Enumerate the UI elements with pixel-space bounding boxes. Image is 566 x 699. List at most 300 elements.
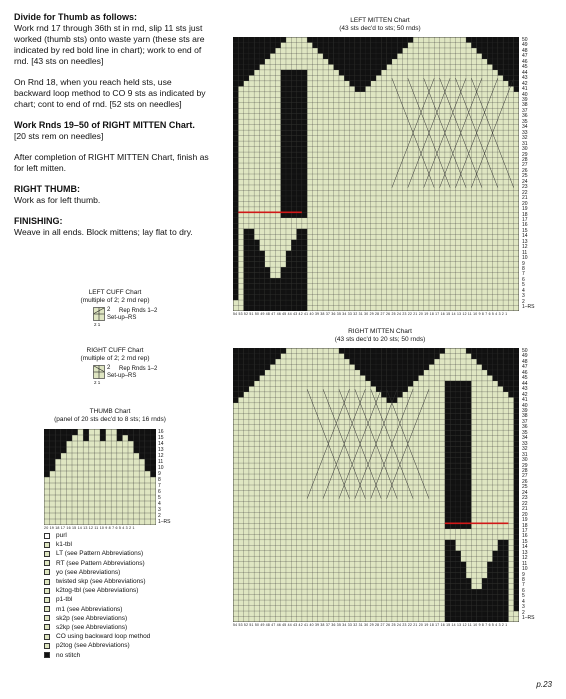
no-stitch-cell [66, 429, 72, 435]
no-stitch-cell [397, 348, 402, 354]
no-stitch-cell [291, 278, 296, 284]
no-stitch-cell [339, 64, 344, 70]
legend-label: p1-tbl [56, 596, 73, 604]
no-stitch-cell [445, 611, 450, 617]
no-stitch-cell [514, 485, 519, 491]
no-stitch-cell [461, 578, 466, 584]
no-stitch-cell [249, 48, 254, 54]
no-stitch-cell [286, 86, 291, 92]
no-stitch-cell [233, 141, 238, 147]
no-stitch-cell [350, 70, 355, 76]
no-stitch-cell [434, 353, 439, 359]
no-stitch-cell [493, 578, 498, 584]
no-stitch-cell [302, 103, 307, 109]
no-stitch-cell [445, 567, 450, 573]
no-stitch-cell [376, 70, 381, 76]
no-stitch-cell [508, 392, 513, 398]
legend-label: s2kp (see Abbreviations) [56, 623, 128, 631]
no-stitch-cell [355, 359, 360, 365]
no-stitch-cell [450, 501, 455, 507]
no-stitch-cell [302, 295, 307, 301]
no-stitch-cell [360, 48, 365, 54]
no-stitch-cell [455, 408, 460, 414]
no-stitch-cell [291, 201, 296, 207]
no-stitch-cell [381, 375, 386, 381]
no-stitch-cell [233, 147, 238, 153]
no-stitch-cell [302, 70, 307, 76]
no-stitch-cell [297, 92, 302, 98]
no-stitch-cell [445, 452, 450, 458]
no-stitch-cell [291, 86, 296, 92]
no-stitch-cell [514, 359, 519, 365]
legend-item [44, 559, 224, 568]
no-stitch-cell [233, 64, 238, 70]
no-stitch-cell [461, 480, 466, 486]
no-stitch-cell [270, 37, 275, 43]
no-stitch-cell [493, 589, 498, 595]
no-stitch-cell [424, 348, 429, 354]
no-stitch-cell [487, 600, 492, 606]
no-stitch-cell [461, 458, 466, 464]
no-stitch-cell [339, 59, 344, 65]
no-stitch-cell [249, 359, 254, 365]
no-stitch-cell [233, 251, 238, 257]
legend-label: sk2p (see Abbreviations) [56, 614, 128, 622]
no-stitch-cell [450, 611, 455, 617]
no-stitch-cell [244, 53, 249, 59]
no-stitch-cell [150, 429, 156, 435]
row-number: 34 [522, 435, 528, 442]
no-stitch-cell [402, 359, 407, 365]
legend-item [44, 595, 224, 604]
row-number: 39 [522, 407, 528, 414]
no-stitch-cell [265, 348, 270, 354]
no-stitch-cell [355, 348, 360, 354]
left-mitten-title: LEFT MITTEN Chart [350, 17, 410, 24]
no-stitch-cell [339, 42, 344, 48]
no-stitch-cell [350, 353, 355, 359]
no-stitch-cell [387, 37, 392, 43]
no-stitch-cell [466, 578, 471, 584]
no-stitch-cell [461, 381, 466, 387]
no-stitch-cell [418, 364, 423, 370]
no-stitch-cell [302, 278, 307, 284]
no-stitch-cell [249, 370, 254, 376]
no-stitch-cell [270, 289, 275, 295]
no-stitch-cell [233, 179, 238, 185]
no-stitch-cell [450, 584, 455, 590]
no-stitch-cell [281, 97, 286, 103]
no-stitch-cell [291, 245, 296, 251]
no-stitch-cell [270, 278, 275, 284]
no-stitch-cell [302, 169, 307, 175]
no-stitch-cell [281, 125, 286, 131]
thumb-col-numbers: 20 19 18 17 16 15 14 13 12 11 10 9 8 7 6 5 4 3 2 1 [44, 526, 135, 530]
no-stitch-cell [466, 584, 471, 590]
no-stitch-cell [233, 130, 238, 136]
no-stitch-cell [450, 485, 455, 491]
no-stitch-cell [259, 364, 264, 370]
no-stitch-cell [360, 75, 365, 81]
no-stitch-cell [498, 545, 503, 551]
no-stitch-cell [498, 606, 503, 612]
no-stitch-cell [392, 348, 397, 354]
no-stitch-cell [145, 429, 151, 435]
no-stitch-cell [466, 606, 471, 612]
no-stitch-cell [471, 595, 476, 601]
no-stitch-cell [445, 507, 450, 513]
no-stitch-cell [477, 42, 482, 48]
no-stitch-cell [514, 501, 519, 507]
row-number: 7 [522, 271, 525, 278]
no-stitch-cell [397, 386, 402, 392]
no-stitch-cell [381, 381, 386, 387]
no-stitch-cell [514, 523, 519, 529]
no-stitch-cell [381, 386, 386, 392]
no-stitch-cell [503, 556, 508, 562]
no-stitch-cell [134, 435, 140, 441]
no-stitch-cell [445, 447, 450, 453]
no-stitch-cell [244, 70, 249, 76]
no-stitch-cell [514, 534, 519, 540]
no-stitch-cell [418, 359, 423, 365]
no-stitch-cell [297, 158, 302, 164]
no-stitch-cell [233, 392, 238, 398]
no-stitch-cell [455, 523, 460, 529]
row-number: 39 [522, 96, 528, 103]
no-stitch-cell [238, 364, 243, 370]
no-stitch-cell [233, 201, 238, 207]
work-body: [20 sts rem on needles] [14, 131, 104, 141]
no-stitch-cell [291, 70, 296, 76]
no-stitch-cell [514, 425, 519, 431]
no-stitch-cell [233, 158, 238, 164]
no-stitch-cell [455, 447, 460, 453]
legend-symbol-icon [44, 551, 50, 557]
no-stitch-cell [371, 37, 376, 43]
no-stitch-cell [365, 42, 370, 48]
row-number: 15 [522, 227, 528, 234]
no-stitch-cell [466, 490, 471, 496]
no-stitch-cell [254, 306, 259, 311]
no-stitch-cell [302, 108, 307, 114]
no-stitch-cell [249, 273, 254, 279]
no-stitch-cell [244, 240, 249, 246]
no-stitch-cell [291, 212, 296, 218]
no-stitch-cell [371, 370, 376, 376]
no-stitch-cell [487, 42, 492, 48]
no-stitch-cell [471, 611, 476, 617]
no-stitch-cell [286, 130, 291, 136]
no-stitch-cell [450, 606, 455, 612]
no-stitch-cell [397, 364, 402, 370]
no-stitch-cell [514, 463, 519, 469]
no-stitch-cell [270, 300, 275, 306]
no-stitch-cell [381, 348, 386, 354]
no-stitch-cell [270, 348, 275, 354]
no-stitch-cell [360, 364, 365, 370]
no-stitch-cell [498, 37, 503, 43]
no-stitch-cell [233, 196, 238, 202]
no-stitch-cell [397, 48, 402, 54]
no-stitch-cell [455, 392, 460, 398]
row-number: 24 [522, 489, 528, 496]
no-stitch-cell [450, 496, 455, 502]
no-stitch-cell [297, 125, 302, 131]
no-stitch-cell [381, 48, 386, 54]
no-stitch-cell [461, 403, 466, 409]
no-stitch-cell [508, 59, 513, 65]
no-stitch-cell [466, 595, 471, 601]
no-stitch-cell [450, 562, 455, 568]
no-stitch-cell [461, 469, 466, 475]
no-stitch-cell [50, 459, 56, 465]
no-stitch-cell [281, 201, 286, 207]
no-stitch-cell [514, 59, 519, 65]
no-stitch-cell [286, 212, 291, 218]
no-stitch-cell [514, 403, 519, 409]
no-stitch-cell [281, 103, 286, 109]
no-stitch-cell [450, 397, 455, 403]
no-stitch-cell [371, 348, 376, 354]
no-stitch-cell [233, 397, 238, 403]
no-stitch-cell [244, 273, 249, 279]
no-stitch-cell [334, 48, 339, 54]
no-stitch-cell [397, 37, 402, 43]
legend-symbol-icon [44, 542, 50, 548]
no-stitch-cell [514, 42, 519, 48]
no-stitch-cell [461, 397, 466, 403]
row-number: 15 [158, 435, 164, 441]
no-stitch-cell [455, 463, 460, 469]
no-stitch-cell [328, 37, 333, 43]
row-number: 42 [522, 391, 528, 398]
no-stitch-cell [498, 617, 503, 622]
no-stitch-cell [493, 556, 498, 562]
no-stitch-cell [503, 573, 508, 579]
no-stitch-cell [281, 158, 286, 164]
no-stitch-cell [482, 53, 487, 59]
no-stitch-cell [254, 295, 259, 301]
no-stitch-cell [244, 289, 249, 295]
no-stitch-cell [466, 523, 471, 529]
no-stitch-cell [55, 441, 61, 447]
no-stitch-cell [233, 169, 238, 175]
right-cuff-rep-label: Rep Rnds 1–2 [119, 366, 158, 372]
no-stitch-cell [286, 196, 291, 202]
divide-heading: Divide for Thumb as follows: [14, 12, 138, 22]
stitch-legend [44, 531, 224, 660]
no-stitch-cell [387, 381, 392, 387]
no-stitch-cell [150, 459, 156, 465]
legend-symbol-icon [44, 569, 50, 575]
rnd18-body: On Rnd 18, when you reach held sts, use backward loop method to CO 9 sts as indicated by chart; cont to end of rnd. [52 sts on needles] [14, 77, 206, 109]
no-stitch-cell [482, 48, 487, 54]
left-cuff-cols: 2 1 [94, 322, 101, 327]
no-stitch-cell [365, 59, 370, 65]
row-number: 31 [522, 451, 528, 458]
legend-symbol-icon [44, 606, 50, 612]
row-number: 14 [158, 441, 164, 447]
row-number: 40 [522, 402, 528, 409]
no-stitch-cell [302, 190, 307, 196]
no-stitch-cell [291, 174, 296, 180]
no-stitch-cell [445, 458, 450, 464]
row-number: 12 [158, 453, 164, 459]
no-stitch-cell [408, 381, 413, 387]
no-stitch-cell [259, 306, 264, 311]
row-number: 18 [522, 522, 528, 529]
no-stitch-cell [55, 447, 61, 453]
no-stitch-cell [83, 435, 89, 441]
no-stitch-cell [387, 53, 392, 59]
no-stitch-cell [249, 375, 254, 381]
no-stitch-cell [291, 130, 296, 136]
no-stitch-cell [150, 435, 156, 441]
no-stitch-cell [514, 353, 519, 359]
no-stitch-cell [365, 70, 370, 76]
no-stitch-cell [44, 471, 50, 477]
no-stitch-cell [344, 75, 349, 81]
no-stitch-cell [508, 81, 513, 87]
no-stitch-cell [281, 174, 286, 180]
no-stitch-cell [44, 435, 50, 441]
no-stitch-cell [461, 430, 466, 436]
no-stitch-cell [360, 70, 365, 76]
no-stitch-cell [249, 53, 254, 59]
no-stitch-cell [445, 480, 450, 486]
no-stitch-cell [302, 234, 307, 240]
no-stitch-cell [392, 353, 397, 359]
no-stitch-cell [259, 267, 264, 273]
row-number: 50 [522, 37, 528, 43]
no-stitch-cell [445, 485, 450, 491]
right-mitten-col-numbers: 54 53 52 51 50 49 48 47 46 45 44 43 42 41 40 39 38 37 36 35 34 33 32 31 30 29 28 27 26 25 24 23 22 21 20 19 18 17 16 15 14 13 12 11 10 9 8 7 6 5 4 3 2 1 [233, 623, 508, 627]
no-stitch-cell [145, 447, 151, 453]
no-stitch-cell [455, 600, 460, 606]
no-stitch-cell [302, 152, 307, 158]
legend-symbol-icon [44, 634, 50, 640]
no-stitch-cell [503, 353, 508, 359]
no-stitch-cell [302, 75, 307, 81]
no-stitch-cell [150, 471, 156, 477]
no-stitch-cell [244, 251, 249, 257]
no-stitch-cell [450, 436, 455, 442]
no-stitch-cell [302, 125, 307, 131]
no-stitch-cell [302, 262, 307, 268]
no-stitch-cell [233, 245, 238, 251]
no-stitch-cell [455, 480, 460, 486]
row-number: 42 [522, 80, 528, 87]
no-stitch-cell [55, 429, 61, 435]
no-stitch-cell [344, 53, 349, 59]
no-stitch-cell [498, 567, 503, 573]
no-stitch-cell [503, 551, 508, 557]
no-stitch-cell [477, 348, 482, 354]
no-stitch-cell [328, 53, 333, 59]
no-stitch-cell [371, 375, 376, 381]
no-stitch-cell [477, 37, 482, 43]
no-stitch-cell [514, 364, 519, 370]
no-stitch-cell [259, 53, 264, 59]
no-stitch-cell [466, 507, 471, 513]
no-stitch-cell [122, 429, 128, 435]
no-stitch-cell [498, 595, 503, 601]
no-stitch-cell [514, 447, 519, 453]
no-stitch-cell [238, 359, 243, 365]
no-stitch-cell [413, 370, 418, 376]
legend-label: p2tog (see Abbreviations) [56, 642, 130, 650]
no-stitch-cell [286, 179, 291, 185]
no-stitch-cell [355, 70, 360, 76]
no-stitch-cell [461, 567, 466, 573]
left-mitten-col-numbers: 54 53 52 51 50 49 48 47 46 45 44 43 42 41 40 39 38 37 36 35 34 33 32 31 30 29 28 27 26 25 24 23 22 21 20 19 18 17 16 15 14 13 12 11 10 9 8 7 6 5 4 3 2 1 [233, 312, 508, 316]
no-stitch-cell [302, 119, 307, 125]
no-stitch-cell [297, 141, 302, 147]
no-stitch-cell [286, 158, 291, 164]
no-stitch-cell [249, 289, 254, 295]
no-stitch-cell [291, 92, 296, 98]
no-stitch-cell [498, 381, 503, 387]
no-stitch-cell [477, 617, 482, 622]
no-stitch-cell [466, 463, 471, 469]
legend-label: no stitch [56, 651, 81, 659]
no-stitch-cell [233, 163, 238, 169]
row-number: 28 [522, 156, 528, 163]
no-stitch-cell [275, 295, 280, 301]
no-stitch-cell [233, 295, 238, 301]
no-stitch-cell [477, 359, 482, 365]
no-stitch-cell [291, 103, 296, 109]
row-number: 40 [522, 91, 528, 98]
no-stitch-cell [344, 59, 349, 65]
legend-label: k1-tbl [56, 541, 72, 549]
no-stitch-cell [50, 435, 56, 441]
no-stitch-cell [134, 441, 140, 447]
no-stitch-cell [371, 48, 376, 54]
row-number: 3 [522, 604, 525, 611]
instructions-column [14, 12, 210, 248]
row-number: 13 [522, 549, 528, 556]
no-stitch-cell [259, 48, 264, 54]
no-stitch-cell [503, 578, 508, 584]
no-stitch-cell [514, 512, 519, 518]
no-stitch-cell [503, 600, 508, 606]
no-stitch-cell [344, 353, 349, 359]
no-stitch-cell [487, 567, 492, 573]
no-stitch-cell [249, 295, 254, 301]
no-stitch-cell [450, 386, 455, 392]
no-stitch-cell [498, 348, 503, 354]
no-stitch-cell [291, 295, 296, 301]
no-stitch-cell [297, 234, 302, 240]
no-stitch-cell [445, 545, 450, 551]
no-stitch-cell [281, 190, 286, 196]
no-stitch-cell [466, 611, 471, 617]
no-stitch-cell [514, 53, 519, 59]
no-stitch-cell [461, 392, 466, 398]
row-number: 47 [522, 53, 528, 60]
no-stitch-cell [418, 370, 423, 376]
no-stitch-cell [461, 512, 466, 518]
no-stitch-cell [249, 353, 254, 359]
no-stitch-cell [249, 306, 254, 311]
no-stitch-cell [355, 81, 360, 87]
legend-item [44, 632, 224, 641]
no-stitch-cell [508, 37, 513, 43]
no-stitch-cell [270, 353, 275, 359]
thumb-title: THUMB Chart [89, 408, 131, 415]
